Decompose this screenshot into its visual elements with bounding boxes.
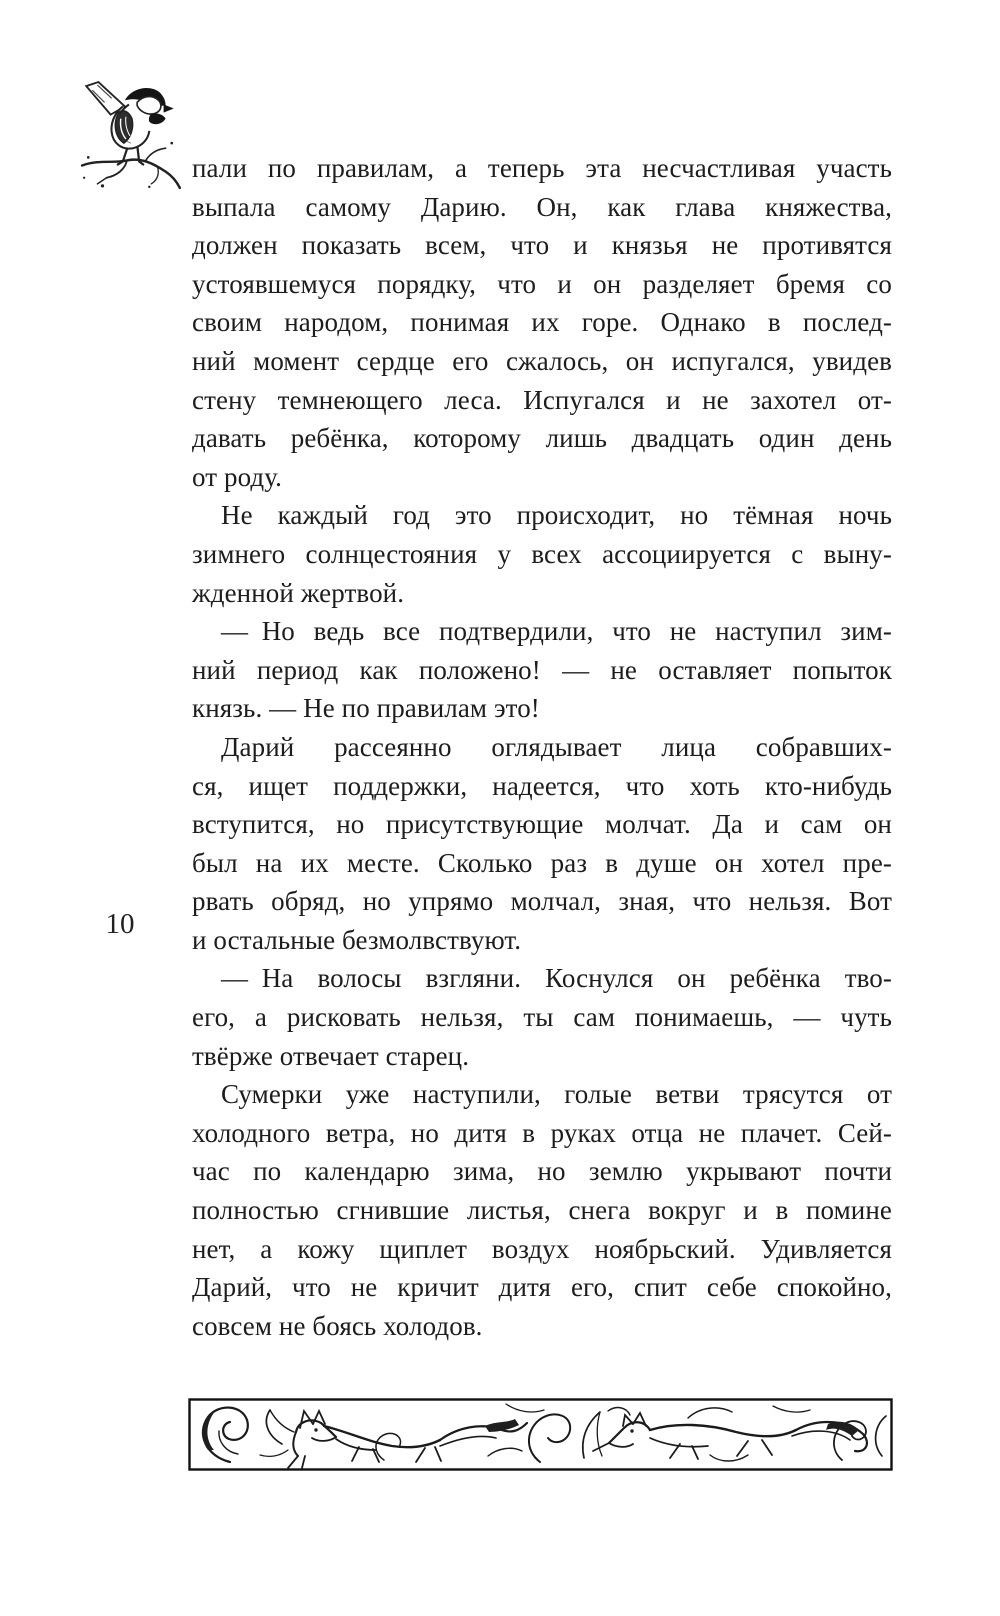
text-line: — На волосы взгляни. Коснулся он ребёнка тво- [221,963,892,994]
paragraph [192,149,892,496]
text-line: и остальные безмолвствуют. [192,924,522,955]
text-line: от роду. [192,461,283,492]
text-line: князь. — Не по правилам это! [192,693,540,724]
text-line: рвать обряд, но упрямо молчал, зная, что нельзя. Вот [192,886,892,917]
paragraph [192,728,892,960]
text-line: Дарий, что не кричит дитя его, спит себе спокойно, [192,1272,892,1303]
text-line: был на их месте. Сколько раз в душе он хотел пре- [192,847,892,878]
text-line: его, а рисковать нельзя, ты сам понимаешь, — чуть [192,1002,892,1033]
text-line: час по календарю зима, но землю укрывают почти [192,1156,892,1187]
text-line: холодного ветра, но дитя в руках отца не плачет. Сей- [192,1117,892,1148]
text-line: твёрже отвечает старец. [192,1040,470,1071]
text-line: вступится, но присутствующие молчат. Да и сам он [192,809,892,840]
text-line: совсем не боясь холодов. [192,1310,483,1341]
text-line: Не каждый год это происходит, но тёмная ночь [221,500,892,531]
text-line: полностью сгнившие листья, снега вокруг и в помине [192,1195,892,1226]
foxes-foliage-border-icon [188,1398,893,1471]
text-line: ний момент сердце его сжалось, он испугался, увидев [192,345,892,376]
paragraph [192,1075,892,1345]
paragraph [192,496,892,612]
text-line: зимнего солнцестояния у всех ассоциируется с выну- [192,538,892,569]
text-line: Сумерки уже наступили, голые ветви трясутся от [221,1079,892,1110]
bird-on-branch-illustration [78,80,184,192]
chickadee-icon [78,80,184,192]
text-line: ний период как положено! — не оставляет попыток [192,654,892,685]
paragraph [192,959,892,1075]
text-line: Дарий рассеянно оглядывает лица собравших- [221,731,892,762]
text-line: стену темнеющего леса. Испугался и не захотел от- [192,384,892,415]
footer-ornament [188,1398,893,1471]
text-line: устоявшемуся порядку, что и он разделяет бремя со [192,268,892,299]
text-line: нет, а кожу щиплет воздух ноябрьский. Удивляется [192,1233,892,1264]
text-line: должен показать всем, что и князья не противятся [192,230,892,261]
page-number: 10 [105,908,135,940]
text-line: давать ребёнка, которому лишь двадцать один день [192,423,892,454]
text-line: ся, ищет поддержки, надеется, что хоть кто-нибудь [192,770,892,801]
text-line: выпала самому Дарию. Он, как глава княжества, [192,191,892,222]
text-line: жденной жертвой. [192,577,405,608]
text-block [192,149,892,1345]
text-line: — Но ведь все подтвердили, что не наступил зим- [221,616,892,647]
text-line: своим народом, понимая их горе. Однако в послед- [192,307,892,338]
paragraph [192,612,892,728]
text-line: пали по правилам, а теперь эта несчастливая участь [192,153,892,183]
